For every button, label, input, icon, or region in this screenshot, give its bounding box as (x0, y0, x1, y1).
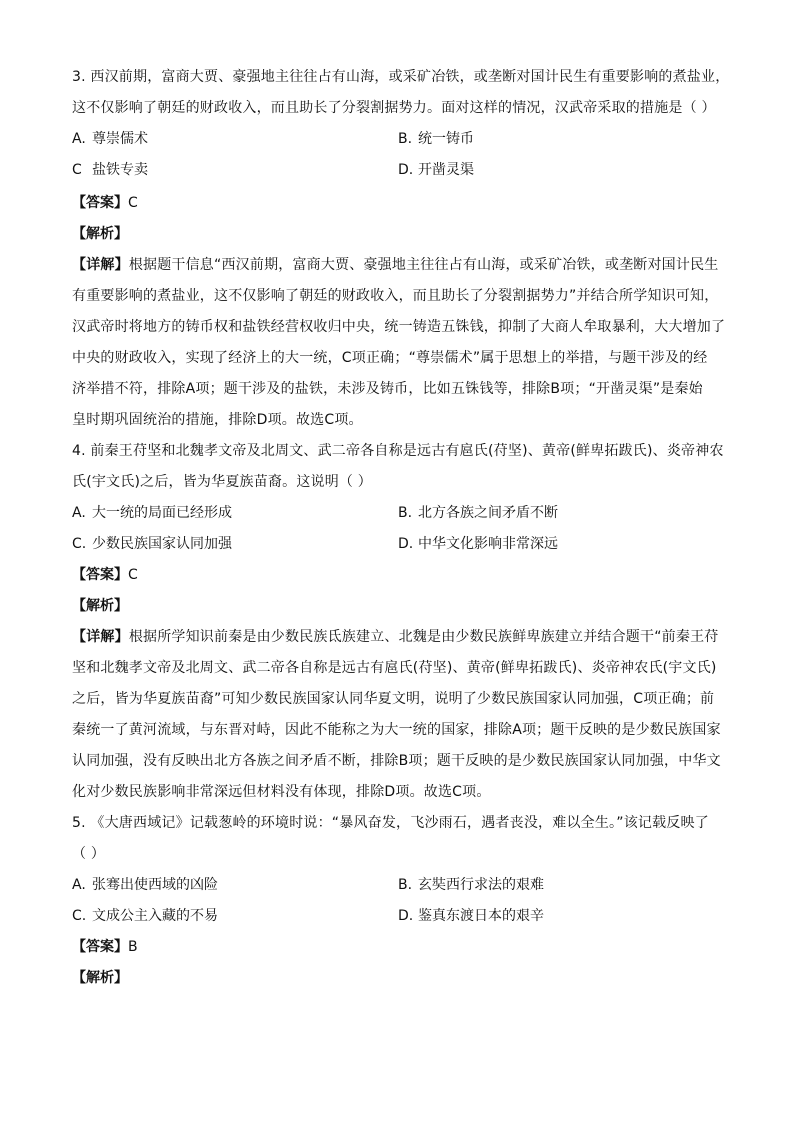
detail-line: 皇时期巩固统治的措施，排除D项。故选C项。 (72, 412, 363, 428)
document-page (72, 62, 732, 994)
option-row (72, 901, 732, 932)
detail-tag: 【详解】 (72, 629, 129, 645)
option-d: D. 开凿灵渠 (398, 162, 474, 178)
analysis-line (72, 963, 732, 994)
option-b: B. 北方各族之间矛盾不断 (398, 505, 558, 521)
question-stem-line: （ ） (72, 846, 106, 862)
option-row (72, 155, 732, 186)
detail-line: 有重要影响的煮盐业，这不仅影响了朝廷的财政收入，而且助长了分裂割据势力”并结合所学知识可知， (72, 288, 719, 304)
option-row (72, 124, 732, 155)
option-a: A. 张骞出使西域的凶险 (72, 877, 218, 893)
detail-line: 汉武帝时将地方的铸币权和盐铁经营权收归中央，统一铸造五铢钱，抑制了大商人牟取暴利，大大增加了 (72, 319, 726, 335)
detail-line: 中央的财政收入，实现了经济上的大一统，C项正确；“尊崇儒术”属于思想上的举措，与题干涉及的经 (72, 350, 708, 366)
option-a: A. 尊崇儒术 (72, 131, 148, 147)
analysis-line (72, 591, 732, 622)
detail-line: 之后，皆为华夏族苗裔”可知少数民族国家认同华夏文明，说明了少数民族国家认同加强，C项正确；前 (72, 691, 715, 707)
detail-line: 认同加强，没有反映出北方各族之间矛盾不断，排除B项；题干反映的是少数民族国家认同加强，中华文 (72, 753, 721, 769)
option-b: B. 统一铸币 (398, 131, 474, 147)
answer-line (72, 932, 732, 963)
analysis-tag: 【解析】 (72, 970, 128, 986)
answer-tag: 【答案】 (72, 939, 128, 955)
answer-tag: 【答案】 (72, 195, 128, 211)
question-stem-line: 3. 西汉前期，富商大贾、豪强地主往往占有山海，或采矿冶铁，或垄断对国计民生有重要影响的煮盐业， (72, 69, 730, 85)
option-c: C. 文成公主入藏的不易 (72, 908, 218, 924)
question-stem-line: 5. 《大唐西域记》记载葱岭的环境时说：“暴风奋发，飞沙雨石，遇者丧没，难以全生。”该记载反映了 (72, 815, 709, 831)
question-stem-line: 这不仅影响了朝廷的财政收入，而且助长了分裂割据势力。面对这样的情况，汉武帝采取的措施是（ ） (72, 100, 716, 116)
detail-line: 秦统一了黄河流域，与东晋对峙，因此不能称之为大一统的国家，排除A项；题干反映的是少数民族国家 (72, 722, 721, 738)
question-stem-line: 氏(宇文氏)之后，皆为华夏族苗裔。这说明（ ） (72, 474, 372, 490)
analysis-tag: 【解析】 (72, 226, 128, 242)
answer-tag: 【答案】 (72, 567, 128, 583)
detail-line: 【详解】根据题干信息“西汉前期，富商大贾、豪强地主往往占有山海，或采矿冶铁，或垄断对国计民生 (72, 257, 719, 273)
option-b: B. 玄奘西行求法的艰难 (398, 877, 544, 893)
option-d: D. 鉴真东渡日本的艰辛 (398, 908, 544, 924)
option-c: C. 少数民族国家认同加强 (72, 536, 232, 552)
option-a: A. 大一统的局面已经形成 (72, 505, 232, 521)
answer-line (72, 560, 732, 591)
question-3 (72, 62, 732, 436)
option-c: C 盐铁专卖 (72, 162, 148, 178)
detail-line: 化对少数民族影响非常深远但材料没有体现，排除D项。故选C项。 (72, 784, 491, 800)
analysis-line (72, 219, 732, 250)
option-row (72, 870, 732, 901)
question-5 (72, 808, 732, 994)
detail-line: 【详解】根据所学知识前秦是由少数民族氐族建立、北魏是由少数民族鲜卑族建立并结合题干“前秦王苻 (72, 629, 719, 645)
detail-line: 济举措不符，排除A项；题干涉及的盐铁，未涉及铸币，比如五铢钱等，排除B项；“开凿灵渠”是秦始 (72, 381, 703, 397)
answer-line (72, 188, 732, 219)
option-row (72, 498, 732, 529)
detail-line: 坚和北魏孝文帝及北周文、武二帝各自称是远古有扈氏(苻坚)、黄帝(鲜卑拓跋氏)、炎帝神农氏(宇文氏) (72, 660, 717, 676)
question-stem-line: 4. 前秦王苻坚和北魏孝文帝及北周文、武二帝各自称是远古有扈氏(苻坚)、黄帝(鲜卑拓跋氏)、炎帝神农 (72, 443, 724, 459)
detail-tag: 【详解】 (72, 257, 129, 273)
analysis-tag: 【解析】 (72, 598, 128, 614)
question-4 (72, 436, 732, 808)
answer-value: B (128, 939, 138, 955)
option-row (72, 529, 732, 560)
option-d: D. 中华文化影响非常深远 (398, 536, 558, 552)
answer-value: C (128, 567, 138, 583)
answer-value: C (128, 195, 138, 211)
